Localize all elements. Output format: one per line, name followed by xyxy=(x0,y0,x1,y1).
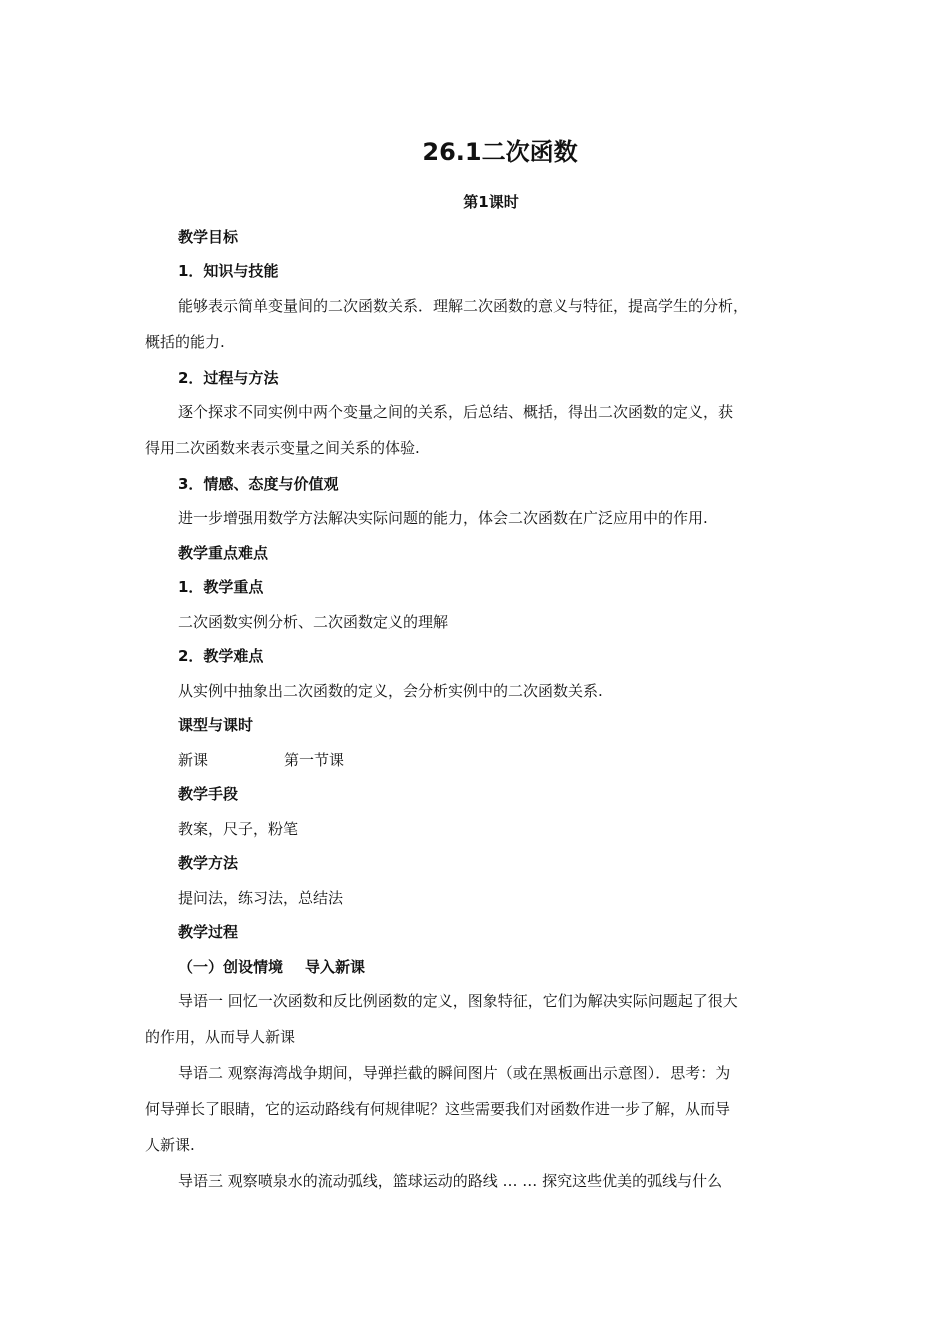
emotion-heading: 3．情感、态度与价值观 xyxy=(178,475,339,493)
objectives-heading: 教学目标 xyxy=(178,228,239,246)
step1-heading-b: 导入新课 xyxy=(305,958,366,976)
process-main-heading: 教学过程 xyxy=(178,923,239,941)
lesson-type-heading: 课型与课时 xyxy=(178,716,254,734)
key-points-heading: 教学重点难点 xyxy=(178,544,269,562)
intro3-line1: 导语三 观察喷泉水的流动弧线，篮球运动的路线 … … 探究这些优美的弧线与什么 xyxy=(178,1172,723,1190)
methods-text: 提问法，练习法，总结法 xyxy=(178,889,344,907)
key-point-text: 二次函数实例分析、二次函数定义的理解 xyxy=(178,613,449,631)
means-heading: 教学手段 xyxy=(178,785,239,803)
intro2-line1: 导语二 观察海湾战争期间，导弹拦截的瞬间图片（或在黑板画出示意图）．思考：为 xyxy=(178,1064,731,1082)
difficulty-heading: 2．教学难点 xyxy=(178,647,264,665)
process-text-line1: 逐个探求不同实例中两个变量之间的关系，后总结、概括，得出二次函数的定义，获 xyxy=(178,403,734,421)
knowledge-text-line2: 概括的能力. xyxy=(145,333,225,351)
process-heading: 2．过程与方法 xyxy=(178,369,279,387)
intro1-line2: 的作用，从而导人新课 xyxy=(145,1028,296,1046)
intro2-line2: 何导弹长了眼睛，它的运动路线有何规律呢？这些需要我们对函数作进一步了解，从而导 xyxy=(145,1100,731,1118)
document-title: 26.1二次函数 xyxy=(422,138,578,166)
intro1-line1: 导语一 回忆一次函数和反比例函数的定义，图象特征，它们为解决实际问题起了很大 xyxy=(178,992,738,1010)
lesson-period-value: 第一节课 xyxy=(284,751,345,769)
lesson-period-subtitle: 第1课时 xyxy=(463,193,519,211)
lesson-type-value: 新课 xyxy=(178,751,209,769)
knowledge-heading: 1．知识与技能 xyxy=(178,262,279,280)
intro2-line3: 人新课. xyxy=(145,1136,195,1154)
step1-heading xyxy=(178,955,365,979)
emotion-text: 进一步增强用数学方法解决实际问题的能力，体会二次函数在广泛应用中的作用. xyxy=(178,509,708,527)
key-point-heading: 1．教学重点 xyxy=(178,578,264,596)
difficulty-text: 从实例中抽象出二次函数的定义，会分析实例中的二次函数关系. xyxy=(178,682,603,700)
knowledge-text-line1: 能够表示简单变量间的二次函数关系．理解二次函数的意义与特征，提高学生的分析， xyxy=(178,297,749,315)
means-text: 教案，尺子，粉笔 xyxy=(178,820,299,838)
methods-heading: 教学方法 xyxy=(178,854,239,872)
process-text-line2: 得用二次函数来表示变量之间关系的体验. xyxy=(145,439,420,457)
step1-heading-a: （一）创设情境 xyxy=(178,958,284,976)
lesson-type-row xyxy=(178,748,344,772)
